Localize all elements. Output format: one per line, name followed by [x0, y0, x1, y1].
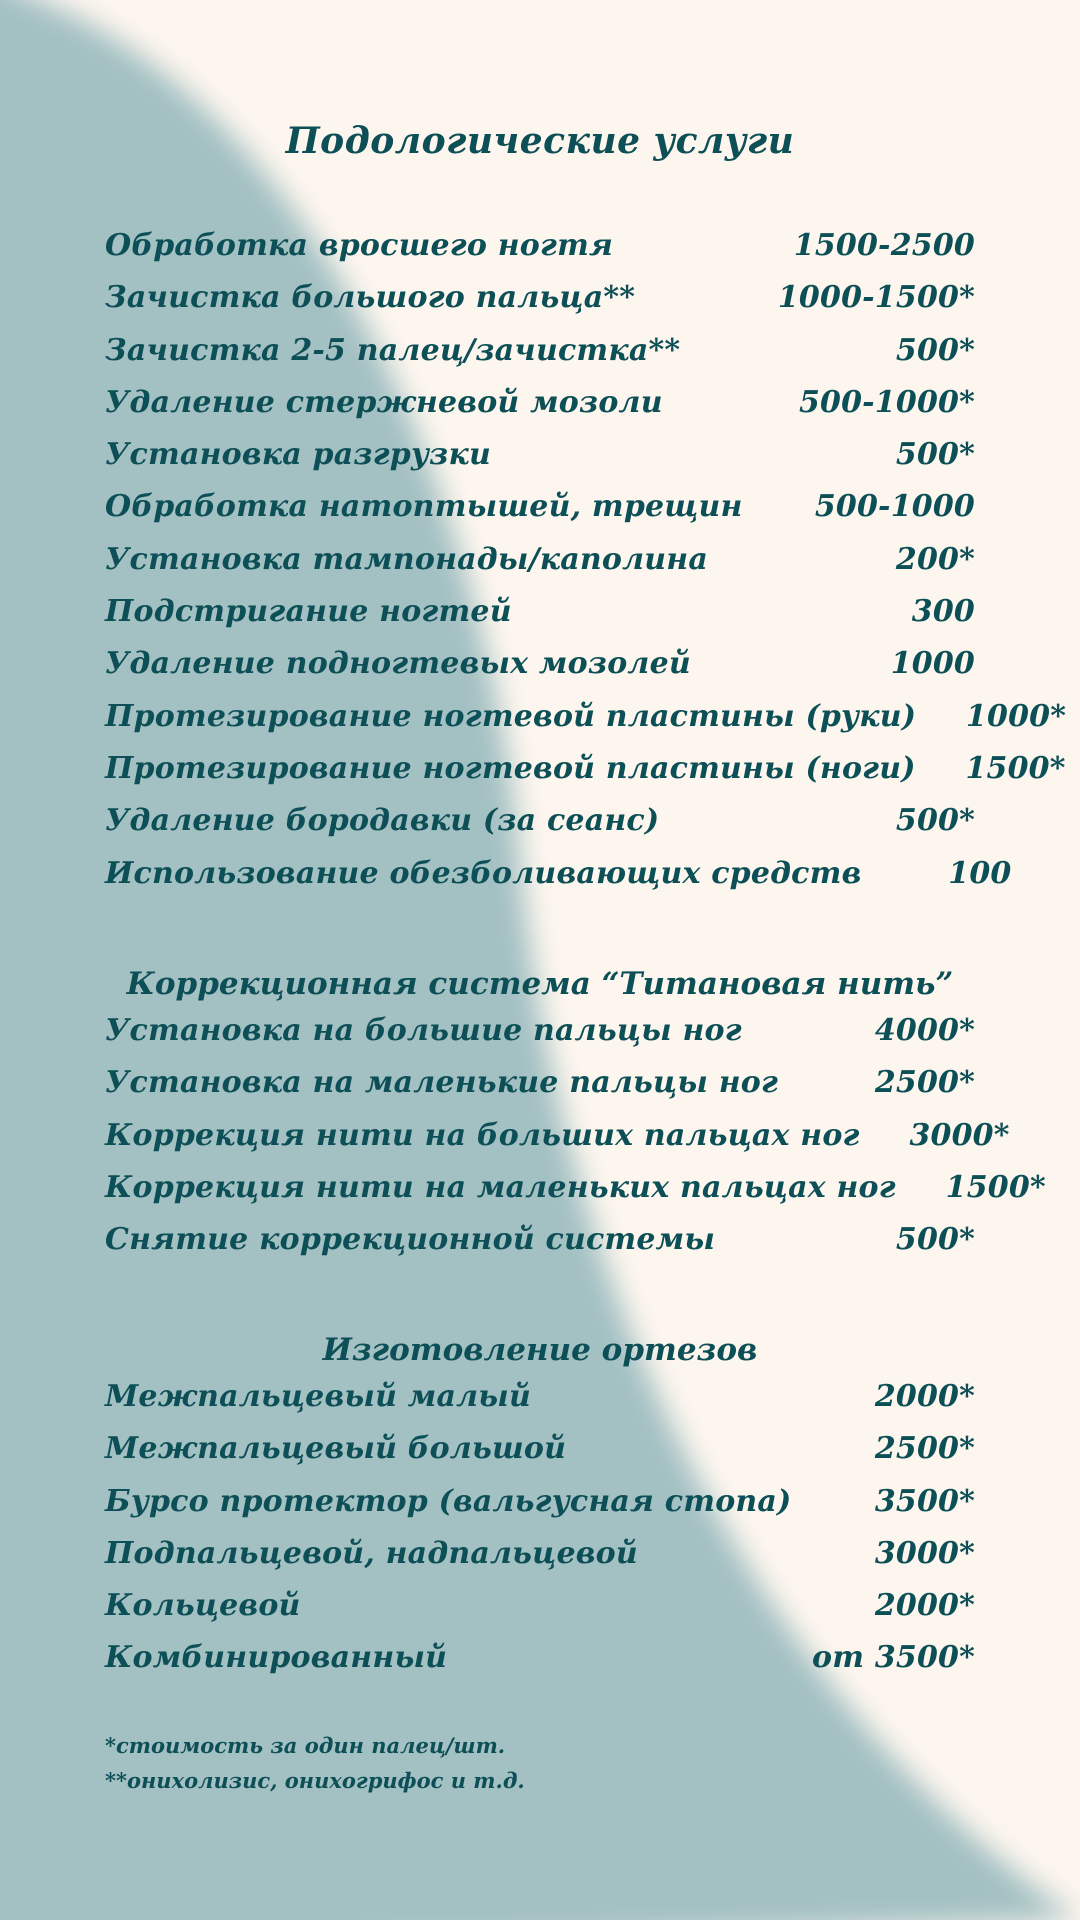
footnote-double-asterisk: **онихолизис, онихогрифос и т.д.: [105, 1768, 525, 1793]
service-price: 2500*: [874, 1431, 975, 1467]
service-price: 500*: [895, 437, 975, 473]
service-row: [105, 1169, 1046, 1222]
service-price: 2000*: [874, 1588, 975, 1624]
service-row: [105, 437, 975, 489]
service-price: 1500-2500: [793, 228, 975, 263]
page-title: Подологические услуги: [285, 120, 795, 162]
service-row: [105, 855, 1012, 908]
service-row: [105, 280, 975, 332]
service-row: [105, 698, 1067, 751]
service-row: [105, 1588, 975, 1640]
footnotes: [105, 1728, 525, 1798]
service-name: Удаление бородавки (за сеанс): [105, 803, 660, 839]
service-row: [105, 750, 1066, 803]
service-name: Протезирование ногтевой пластины (ноги): [105, 750, 916, 786]
service-price: 500*: [895, 803, 975, 839]
service-name: Удаление подногтевых мозолей: [105, 646, 691, 682]
orthoses-section-title: Изготовление ортезов: [322, 1332, 758, 1368]
service-price: 500*: [895, 332, 975, 368]
service-price: 2500*: [874, 1065, 975, 1101]
podology-services-list: [105, 228, 1067, 908]
service-name: Коррекция нити на больших пальцах ног: [105, 1117, 860, 1153]
service-price: 3500*: [874, 1483, 975, 1519]
orthoses-list: [105, 1379, 975, 1693]
service-row: [105, 228, 975, 280]
service-name: Подпальцевой, надпальцевой: [105, 1535, 638, 1571]
service-price: 500-1000: [814, 489, 975, 525]
service-price: 2000*: [874, 1379, 975, 1414]
service-name: Снятие коррекционной системы: [105, 1222, 716, 1258]
service-row: [105, 333, 975, 385]
service-name: Бурсо протектор (вальгусная стопа): [105, 1483, 792, 1519]
titanium-thread-list: [105, 1013, 1046, 1274]
service-name: Коррекция нити на маленьких пальцах ног: [105, 1169, 896, 1205]
service-price: 1000: [890, 646, 975, 682]
service-row: [105, 1065, 975, 1117]
service-name: Установка на большие пальцы ног: [105, 1013, 742, 1048]
service-price: 300: [911, 594, 975, 630]
service-row: [105, 803, 975, 855]
service-name: Зачистка большого пальца**: [105, 280, 636, 316]
service-row: [105, 1013, 975, 1065]
service-price: 500-1000*: [798, 384, 975, 420]
service-row: [105, 1117, 1010, 1170]
service-row: [105, 1379, 975, 1431]
footnote-single-asterisk: *стоимость за один палец/шт.: [105, 1733, 506, 1758]
service-name: Комбинированный: [105, 1640, 448, 1676]
service-price: 500*: [895, 1222, 975, 1258]
service-price: от 3500*: [812, 1640, 975, 1676]
service-row: [105, 542, 975, 594]
service-name: Установка на маленькие пальцы ног: [105, 1065, 779, 1101]
service-name: Обработка вросшего ногтя: [105, 228, 614, 263]
service-name: Кольцевой: [105, 1588, 301, 1624]
service-row: [105, 1484, 975, 1536]
service-price: 1000-1500*: [777, 280, 975, 316]
service-price: 1000*: [965, 698, 1067, 734]
service-name: Межпальцевый большой: [105, 1431, 567, 1467]
service-name: Установка разгрузки: [105, 437, 491, 473]
titanium-section-title: Коррекционная система “Титановая нить”: [126, 966, 954, 1002]
service-name: Использование обезболивающих средств: [105, 855, 862, 891]
service-row: [105, 1640, 975, 1692]
service-row: [105, 1536, 975, 1588]
service-price: 200*: [895, 541, 975, 577]
service-name: Межпальцевый малый: [105, 1379, 531, 1414]
service-price: 100: [948, 855, 1012, 891]
service-name: Обработка натоптышей, трещин: [105, 489, 743, 525]
service-name: Подстригание ногтей: [105, 594, 512, 630]
service-row: [105, 1431, 975, 1483]
service-row: [105, 646, 975, 698]
service-price: 3000*: [874, 1535, 975, 1571]
service-row: [105, 594, 975, 646]
service-name: Удаление стержневой мозоли: [105, 384, 663, 420]
service-price: 3000*: [909, 1117, 1010, 1153]
service-price: 1500*: [965, 750, 1066, 786]
service-name: Протезирование ногтевой пластины (руки): [105, 698, 917, 734]
service-name: Зачистка 2-5 палец/зачистка**: [105, 332, 681, 368]
service-row: [105, 1222, 975, 1274]
service-row: [105, 385, 975, 437]
service-row: [105, 489, 975, 541]
service-name: Установка тампонады/каполина: [105, 541, 708, 577]
service-price: 4000*: [874, 1013, 975, 1048]
service-price: 1500*: [945, 1169, 1046, 1205]
